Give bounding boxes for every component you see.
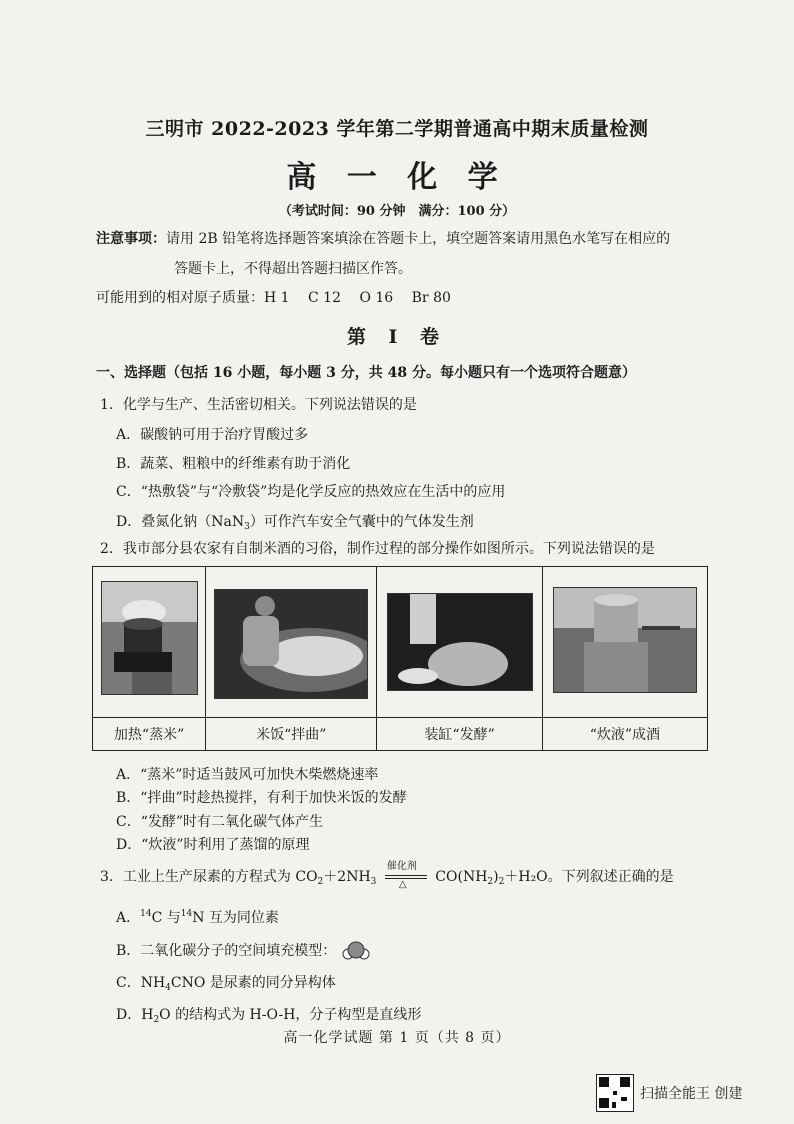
- q3-option-a: A．$^{14}$C 与$^{14}$N 互为同位素: [116, 909, 279, 926]
- page-footer: 高一化学试题 第 1 页（共 8 页）: [283, 1030, 511, 1046]
- q1-stem: 1．化学与生产、生活密切相关。下列说法错误的是: [100, 397, 417, 413]
- exam-info: （考试时间：90 分钟 满分：100 分）: [278, 204, 516, 219]
- caption-fermenting: 装缸“发酵”: [377, 718, 542, 751]
- q3-option-b: B．二氧化碳分子的空间填充模型：: [116, 940, 371, 961]
- q1-option-a: A．碳酸钠可用于治疗胃酸过多: [116, 427, 309, 443]
- caption-steaming-rice: 加热“蒸米”: [93, 718, 206, 751]
- q3-option-c: C．$NH_4CNO$ 是尿素的同分异构体: [116, 975, 336, 993]
- space-filling-model-icon: [341, 941, 371, 961]
- photo-mixing-yeast: [206, 567, 377, 718]
- q2-option-c: C．“发酵”时有二氧化碳气体产生: [116, 814, 324, 830]
- q3-option-d: D．$H_2O$ 的结构式为 H-O-H，分子构型是直线形: [116, 1007, 422, 1025]
- photo-distilling: [542, 567, 707, 718]
- part-one-heading: 一、选择题（包括 16 小题，每小题 3 分，共 48 分。每小题只有一个选项符合题意）: [96, 365, 636, 381]
- q2-option-b: B．“拌曲”时趁热搅拌，有利于加快米饭的发酵: [116, 790, 407, 806]
- q1-option-b: B．蔬菜、粗粮中的纤维素有助于消化: [116, 456, 351, 472]
- qr-code-icon: [596, 1074, 634, 1112]
- q1-option-d: D．叠氮化钠（NaN$_3$）可作汽车安全气囊中的气体发生剂: [116, 514, 474, 532]
- atomic-mass: 可能用到的相对原子质量：H 1 C 12 O 16 Br 80: [96, 290, 451, 306]
- section-title: 第 Ⅰ 卷: [346, 326, 448, 348]
- q2-stem: 2．我市部分县农家有自制米酒的习俗，制作过程的部分操作如图所示。下列说法错误的是: [100, 541, 655, 557]
- q2-photo-table: [92, 566, 708, 751]
- reaction-arrow: 催化剂 △: [381, 869, 431, 885]
- q1-option-c: C．“热敷袋”与“冷敷袋”均是化学反应的热效应在生活中的应用: [116, 484, 506, 500]
- photo-steaming-rice: [93, 567, 206, 718]
- photo-fermenting: [377, 567, 542, 718]
- notice-label: 注意事项：: [96, 231, 166, 247]
- q3-stem: 3．工业上生产尿素的方程式为 $CO_2+2NH_3$ 催化剂 △ $CO(NH_2)_2+H_2O$。下列叙述正确的是: [100, 861, 674, 890]
- caption-mixing-yeast: 米饭“拌曲”: [206, 718, 377, 751]
- q2-option-a: A．“蒸米”时适当鼓风可加快木柴燃烧速率: [116, 767, 379, 783]
- q2-option-d: D．“炊液”时利用了蒸馏的原理: [116, 837, 310, 853]
- caption-distilling: “炊液”成酒: [542, 718, 707, 751]
- scanner-watermark: 扫描全能王 创建: [640, 1086, 743, 1102]
- subject-title: 高 一 化 学: [286, 160, 508, 195]
- notice-line-2: 答题卡上，不得超出答题扫描区作答。: [174, 261, 412, 277]
- exam-title: 三明市 2022-2023 学年第二学期普通高中期末质量检测: [145, 118, 649, 140]
- notice-line-1: [96, 228, 670, 248]
- notice-text-1: 请用 2B 铅笔将选择题答案填涂在答题卡上，填空题答案请用黑色水笔写在相应的: [166, 231, 671, 247]
